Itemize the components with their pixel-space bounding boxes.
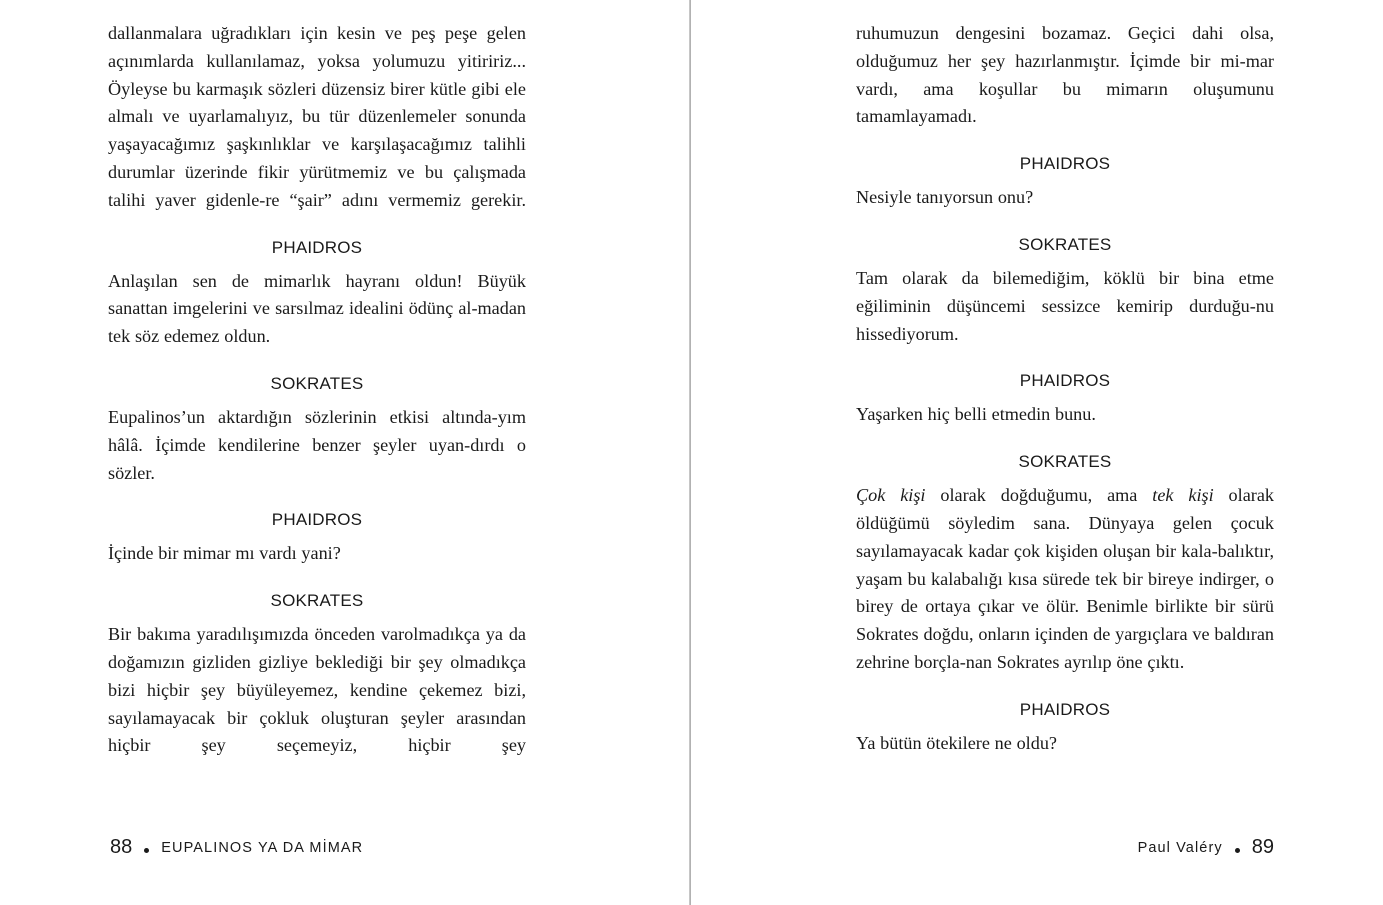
paragraph: Nesiyle tanıyorsun onu?	[856, 187, 1034, 208]
left-text-column	[108, 20, 526, 760]
left-page	[0, 0, 690, 905]
paragraph: Ya bütün ötekilere ne oldu?	[856, 732, 1057, 753]
paragraph: Yaşarken hiç belli etmedin bunu.	[856, 404, 1096, 425]
speaker-name: PHAIDROS	[271, 237, 363, 257]
speaker-name: PHAIDROS	[1019, 154, 1111, 174]
bullet-separator	[144, 848, 149, 853]
paragraph: dallanmalara uğradıkları için kesin ve peş peşe gelen açınımlarda kullanılamaz, yoksa yolumuzu yitiririz... Öyleyse bu karmaşık sözleri düzensiz birer kütle gibi ele almalı ve uyarlamalıyız, bu tür düzenlemeler sonunda yaşayacağımız şaşkınlıklar ve karşılaşacağımız talihli durumlar üzerinde fikir yürütmemiz ve bu çalışmada talihi yaver gidenle-re “şair” adını vermemiz gerekir.	[108, 23, 526, 210]
book-gutter	[689, 0, 691, 905]
page-number: 88	[110, 836, 133, 858]
bullet-separator	[1235, 848, 1240, 853]
page-footer	[1138, 836, 1274, 859]
text-run: olarak doğduğumu, ama	[925, 485, 1153, 506]
page-number: 89	[1251, 836, 1274, 858]
paragraph: Anlaşılan sen de mimarlık hayranı oldun! Büyük sanattan imgelerini ve sarsılmaz idealini ödünç al-madan tek söz edemez oldun.	[108, 270, 526, 347]
text-run: olarak öldüğümü söyledim sana. Dünyaya gelen çocuk sayılamayacak kadar çok kişiden oluşan bir kala-balıktır, yaşam bu kalabalığı kısa sürede tek bir bireye indirger, o birey de ortaya çıkar ve ölür. Benimle birlikte bir sürü Sokrates doğdu, onların içinden de yargıçlara ve baldıran zehrine borçla-nan Sokrates ayrılıp öne çıktı.	[856, 485, 1275, 672]
paragraph: ruhumuzun dengesini bozamaz. Geçici dahi olsa, olduğumuz her şey hazırlanmıştır. İçimde bir mi-mar vardı, ama koşullar bu mimarın oluşumunu tamamlayamadı.	[856, 23, 1274, 127]
paragraph: İçinde bir mimar mı vardı yani?	[108, 543, 341, 564]
speaker-name: SOKRATES	[270, 373, 364, 393]
paragraph: Tam olarak da bilemediğim, köklü bir bina etme eğiliminin düşüncemi sessizce kemirip durduğu-nu hissediyorum.	[856, 267, 1274, 344]
speaker-name: SOKRATES	[270, 591, 364, 611]
running-head-book-title: EUPALINOS YA DA MİMAR	[161, 839, 364, 856]
paragraph: Eupalinos’un aktardığın sözlerinin etkisi altında-yım hâlâ. İçimde kendilerine benzer şeyler uyan-dırdı o sözler.	[108, 406, 526, 483]
speaker-name: PHAIDROS	[1019, 699, 1111, 719]
speaker-name: PHAIDROS	[271, 510, 363, 530]
italic-phrase: Çok kişi	[856, 485, 926, 506]
page-footer	[110, 836, 363, 859]
italic-phrase: tek kişi	[1152, 485, 1214, 506]
speaker-name: SOKRATES	[1018, 452, 1112, 472]
right-page	[692, 0, 1383, 905]
speaker-name: PHAIDROS	[1019, 371, 1111, 391]
speaker-name: SOKRATES	[1018, 234, 1112, 254]
paragraph	[856, 482, 1274, 677]
running-head-author: Paul Valéry	[1137, 839, 1223, 856]
right-text-column	[856, 20, 1274, 758]
paragraph: Bir bakıma yaradılışımızda önceden varolmadıkça ya da doğamızın gizliden gizliye beklediği bir şey olmadıkça bizi hiçbir şey büyüleyemez, kendine çekemez bizi, sayılamayacak bir çokluk oluşturan şeyler arasından hiçbir şey seçemeyiz, hiçbir şey	[108, 624, 526, 756]
